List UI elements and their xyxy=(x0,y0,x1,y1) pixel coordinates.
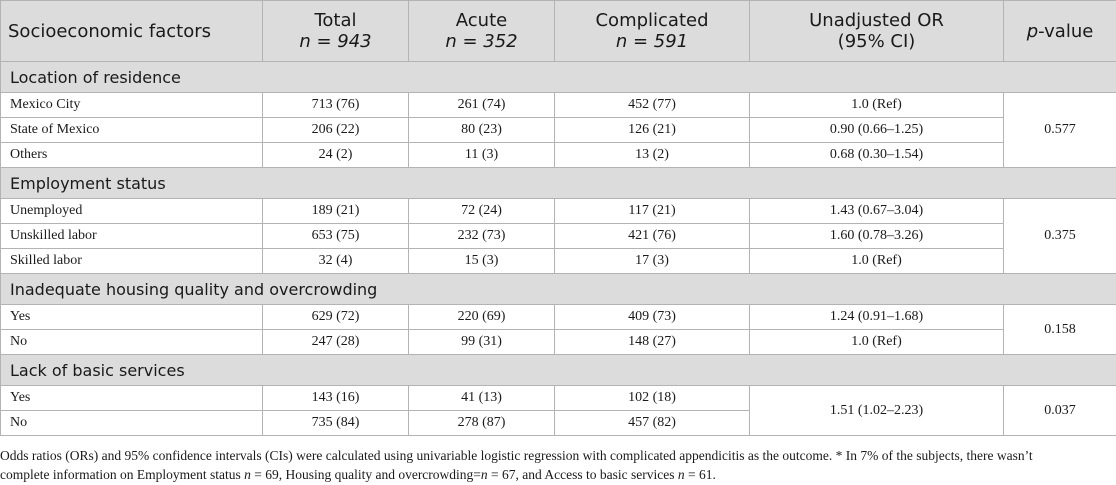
cell-complicated: 409 (73) xyxy=(555,305,750,330)
cell-total: 32 (4) xyxy=(263,249,409,274)
cell-acute: 261 (74) xyxy=(409,93,555,118)
cell-total: 713 (76) xyxy=(263,93,409,118)
cell-complicated: 148 (27) xyxy=(555,330,750,355)
cell-acute: 41 (13) xyxy=(409,386,555,411)
cell-p-value: 0.158 xyxy=(1004,305,1116,355)
section-row-housing xyxy=(1,274,1116,305)
cell-total: 206 (22) xyxy=(263,118,409,143)
cell-p-value: 0.037 xyxy=(1004,386,1116,436)
table-row xyxy=(1,305,1116,330)
row-label: No xyxy=(1,411,263,436)
cell-acute: 72 (24) xyxy=(409,199,555,224)
row-label: Unemployed xyxy=(1,199,263,224)
cell-or: 1.24 (0.91–1.68) xyxy=(750,305,1004,330)
footnote-line-2: complete information on Employment status n = 69, Housing quality and overcrowding=n = 67, and Access to basic services n = 61. xyxy=(0,467,716,482)
cell-acute: 232 (73) xyxy=(409,224,555,249)
header-socioeconomic-factors: Socioeconomic factors xyxy=(1,1,263,62)
row-label: No xyxy=(1,330,263,355)
cell-total: 143 (16) xyxy=(263,386,409,411)
row-label: Skilled labor xyxy=(1,249,263,274)
row-label: Yes xyxy=(1,305,263,330)
section-row-employment xyxy=(1,168,1116,199)
cell-acute: 278 (87) xyxy=(409,411,555,436)
header-complicated: Complicated n = 591 xyxy=(555,1,750,62)
cell-complicated: 452 (77) xyxy=(555,93,750,118)
table-row xyxy=(1,199,1116,224)
section-title: Employment status xyxy=(1,168,1116,199)
footnote-line-1: Odds ratios (ORs) and 95% confidence intervals (CIs) were calculated using univariable logistic regression with complicated appendicitis as the outcome. * In 7% of the subjects, there wasn’t xyxy=(0,448,1033,463)
cell-p-value: 0.375 xyxy=(1004,199,1116,274)
cell-acute: 99 (31) xyxy=(409,330,555,355)
table-row xyxy=(1,330,1116,355)
row-label: State of Mexico xyxy=(1,118,263,143)
cell-total: 189 (21) xyxy=(263,199,409,224)
row-label: Mexico City xyxy=(1,93,263,118)
table-row xyxy=(1,93,1116,118)
header-total: Total n = 943 xyxy=(263,1,409,62)
table-header-row xyxy=(1,1,1116,62)
cell-or: 1.51 (1.02–2.23) xyxy=(750,386,1004,436)
row-label: Others xyxy=(1,143,263,168)
cell-or: 1.43 (0.67–3.04) xyxy=(750,199,1004,224)
table-row xyxy=(1,118,1116,143)
cell-complicated: 13 (2) xyxy=(555,143,750,168)
table-row xyxy=(1,386,1116,411)
cell-total: 247 (28) xyxy=(263,330,409,355)
section-row-location xyxy=(1,62,1116,93)
cell-or: 1.60 (0.78–3.26) xyxy=(750,224,1004,249)
cell-or: 1.0 (Ref) xyxy=(750,249,1004,274)
table-row xyxy=(1,143,1116,168)
section-title: Location of residence xyxy=(1,62,1116,93)
cell-or: 0.90 (0.66–1.25) xyxy=(750,118,1004,143)
table-row xyxy=(1,224,1116,249)
cell-acute: 220 (69) xyxy=(409,305,555,330)
table-row xyxy=(1,249,1116,274)
cell-complicated: 17 (3) xyxy=(555,249,750,274)
cell-or: 0.68 (0.30–1.54) xyxy=(750,143,1004,168)
cell-complicated: 457 (82) xyxy=(555,411,750,436)
cell-p-value: 0.577 xyxy=(1004,93,1116,168)
cell-total: 24 (2) xyxy=(263,143,409,168)
cell-complicated: 126 (21) xyxy=(555,118,750,143)
cell-acute: 80 (23) xyxy=(409,118,555,143)
section-row-basic-services xyxy=(1,355,1116,386)
cell-total: 629 (72) xyxy=(263,305,409,330)
section-title: Lack of basic services xyxy=(1,355,1116,386)
cell-acute: 15 (3) xyxy=(409,249,555,274)
cell-acute: 11 (3) xyxy=(409,143,555,168)
row-label: Yes xyxy=(1,386,263,411)
cell-complicated: 421 (76) xyxy=(555,224,750,249)
cell-complicated: 102 (18) xyxy=(555,386,750,411)
section-title: Inadequate housing quality and overcrowding xyxy=(1,274,1116,305)
row-label: Unskilled labor xyxy=(1,224,263,249)
cell-total: 653 (75) xyxy=(263,224,409,249)
cell-total: 735 (84) xyxy=(263,411,409,436)
cell-or: 1.0 (Ref) xyxy=(750,93,1004,118)
header-acute: Acute n = 352 xyxy=(409,1,555,62)
header-p-value: p-value xyxy=(1004,1,1116,62)
cell-or: 1.0 (Ref) xyxy=(750,330,1004,355)
header-unadjusted-or: Unadjusted OR (95% CI) xyxy=(750,1,1004,62)
table-footnote xyxy=(0,446,1116,484)
cell-complicated: 117 (21) xyxy=(555,199,750,224)
